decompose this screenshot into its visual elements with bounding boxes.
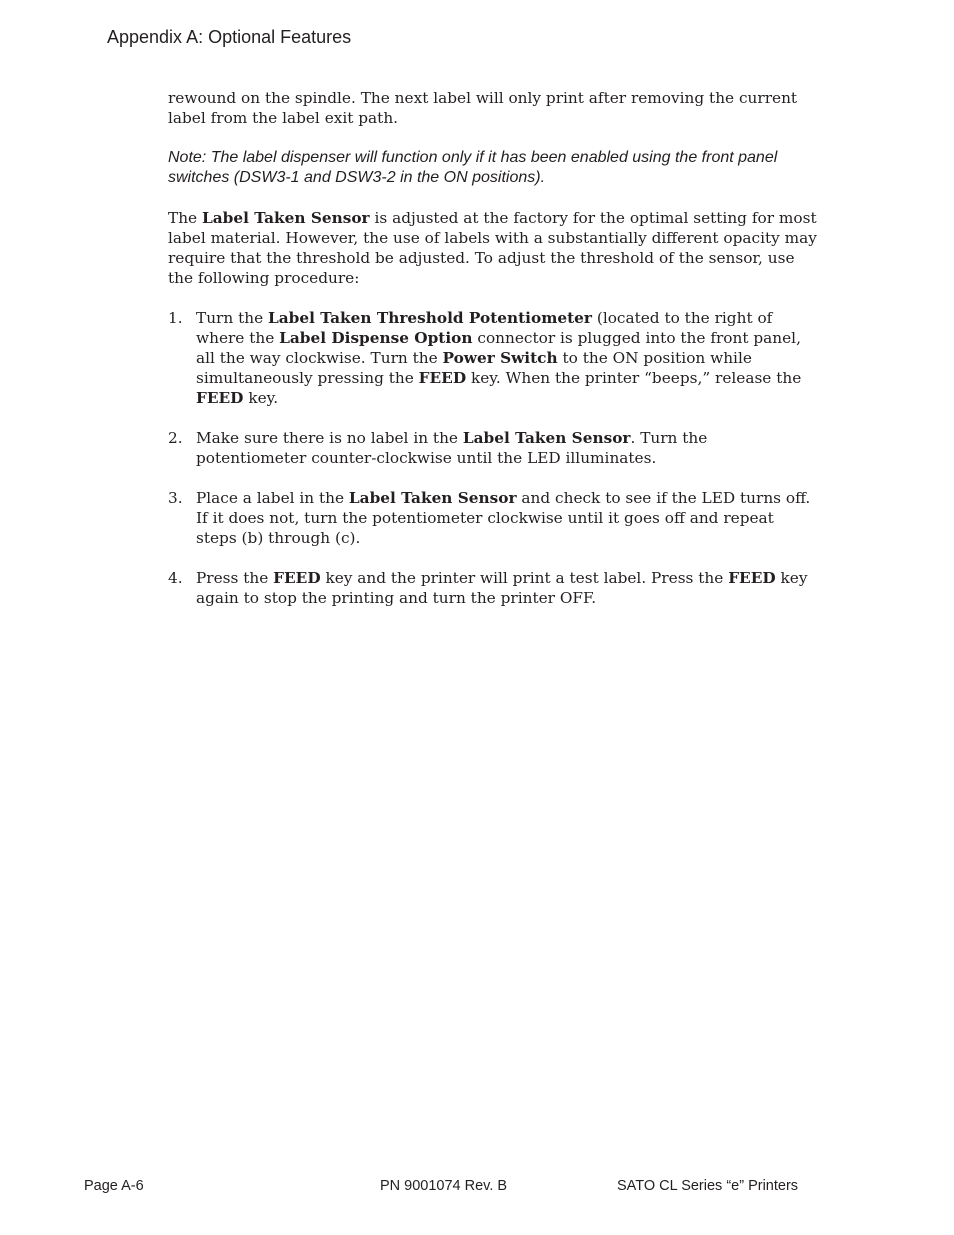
step-text: key. xyxy=(243,389,279,407)
step-bold-term: FEED xyxy=(273,569,321,587)
footer-page-number: Page A-6 xyxy=(84,1178,144,1194)
intro-text: is adjusted at the factory for the optimal setting for most label material. However, the use of labels with a substantially different opacity may require that the threshold be adjusted. To adjust the threshold of the sensor, use the following procedure: xyxy=(168,209,817,287)
step-text: Press the xyxy=(196,569,274,587)
document-body xyxy=(168,88,818,628)
intro-text: The xyxy=(168,209,202,227)
page-header: Appendix A: Optional Features xyxy=(107,27,352,47)
procedure-step-1 xyxy=(168,308,818,408)
step-text: (located to the right of where the xyxy=(196,309,773,347)
intro-bold-term: Label Taken Sensor xyxy=(201,209,370,227)
step-text: key and the printer will print a test label. Press the xyxy=(320,569,729,587)
step-text: Turn the xyxy=(196,309,268,327)
footer-part-number: PN 9001074 Rev. B xyxy=(380,1178,508,1194)
step-text: key again to stop the printing and turn the printer OFF. xyxy=(196,569,808,607)
step-bold-term: FEED xyxy=(196,389,244,407)
intro-paragraph xyxy=(168,208,818,288)
step-text: and check to see if the LED turns off. If it does not, turn the potentiometer clockwise until it goes off and repeat steps (b) through (c). xyxy=(196,489,811,547)
step-bold-term: FEED xyxy=(728,569,776,587)
step-text: connector is plugged into the front panel, all the way clockwise. Turn the xyxy=(196,329,801,367)
step-number: 3. xyxy=(168,489,183,507)
step-bold-term: FEED xyxy=(418,369,467,387)
step-text: . Turn the potentiometer counter-clockwise until the LED illuminates. xyxy=(196,429,708,467)
step-bold-term: Label Taken Threshold Potentiometer xyxy=(268,309,592,327)
procedure-step-4 xyxy=(168,568,818,608)
step-bold-term: Label Taken Sensor xyxy=(348,489,517,507)
step-bold-term: Label Taken Sensor xyxy=(462,429,631,447)
footer-product-name: SATO CL Series “e” Printers xyxy=(617,1178,799,1194)
step-number: 2. xyxy=(168,429,183,447)
step-number: 4. xyxy=(168,569,183,587)
step-text: Make sure there is no label in the xyxy=(196,429,463,447)
note-paragraph: Note: The label dispenser will function only if it has been enabled using the front panel switches (DSW3-1 and DSW3-2 in the ON positions). xyxy=(168,149,778,186)
step-text: key. When the printer “beeps,” release the xyxy=(466,369,802,387)
step-bold-term: Label Dispense Option xyxy=(279,329,473,347)
procedure-step-3 xyxy=(168,488,818,548)
step-bold-term: Power Switch xyxy=(442,349,558,367)
procedure-step-2 xyxy=(168,428,818,468)
step-text: to the ON position while simultaneously pressing the xyxy=(196,349,752,387)
step-text: Place a label in the xyxy=(196,489,349,507)
procedure-list xyxy=(168,308,818,608)
continuation-paragraph: rewound on the spindle. The next label will only print after removing the current label from the label exit path. xyxy=(168,89,798,127)
step-number: 1. xyxy=(168,309,183,327)
